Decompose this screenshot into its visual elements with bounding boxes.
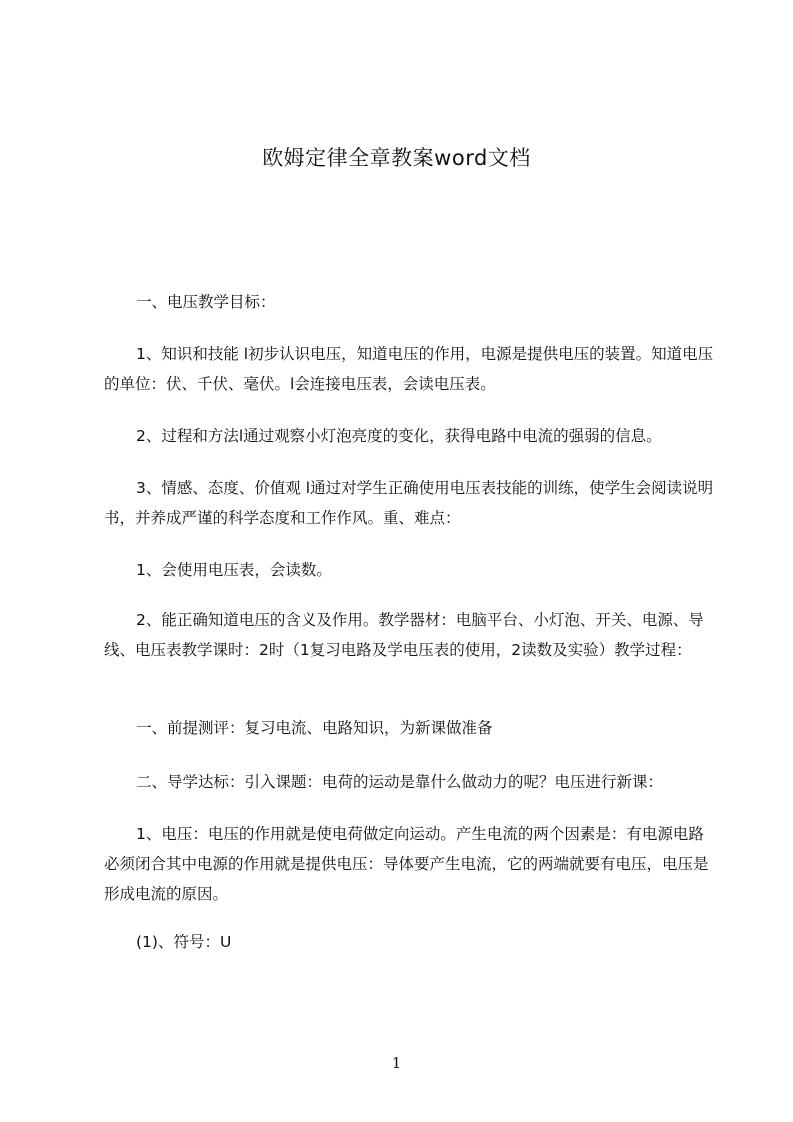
page-number: 1	[391, 1054, 402, 1072]
paragraph-key-point-1: 1、会使用电压表，会读数。	[136, 561, 332, 579]
paragraph-voltage-definition: 1、电压：电压的作用就是使电荷做定向运动。产生电流的两个因素是：有电源电路必须闭合其中电源的作用就是提供电压：导体要产生电流，它的两端就要有电压，电压是形成电流的原因。	[104, 825, 709, 903]
paragraph-knowledge-skills: 1、知识和技能 l初步认识电压，知道电压的作用，电源是提供电压的装置。知道电压的单位：伏、千伏、毫伏。l会连接电压表，会读电压表。	[104, 345, 714, 393]
paragraph-process-methods: 2、过程和方法l通过观察小灯泡亮度的变化，获得电路中电流的强弱的信息。	[136, 427, 662, 445]
paragraph-pre-assessment: 一、前提测评：复习电流、电路知识，为新课做准备	[136, 719, 493, 737]
paragraph-symbol: (1)、符号：U	[136, 933, 232, 951]
paragraph-section-heading: 一、电压教学目标：	[136, 293, 276, 311]
paragraph-key-point-2: 2、能正确知道电压的含义及作用。教学器材：电脑平台、小灯泡、开关、电源、导线、电压表教学课时：2时（1复习电路及学电压表的使用，2读数及实验）教学过程：	[104, 611, 704, 659]
paragraph-emotion-attitude: 3、情感、态度、价值观 l通过对学生正确使用电压表技能的训练，使学生会阅读说明书，并养成严谨的科学态度和工作作风。重、难点：	[104, 479, 714, 527]
paragraph-guided-learning: 二、导学达标：引入课题：电荷的运动是靠什么做动力的呢？电压进行新课：	[136, 773, 664, 791]
document-title: 欧姆定律全章教案word文档	[262, 146, 531, 170]
